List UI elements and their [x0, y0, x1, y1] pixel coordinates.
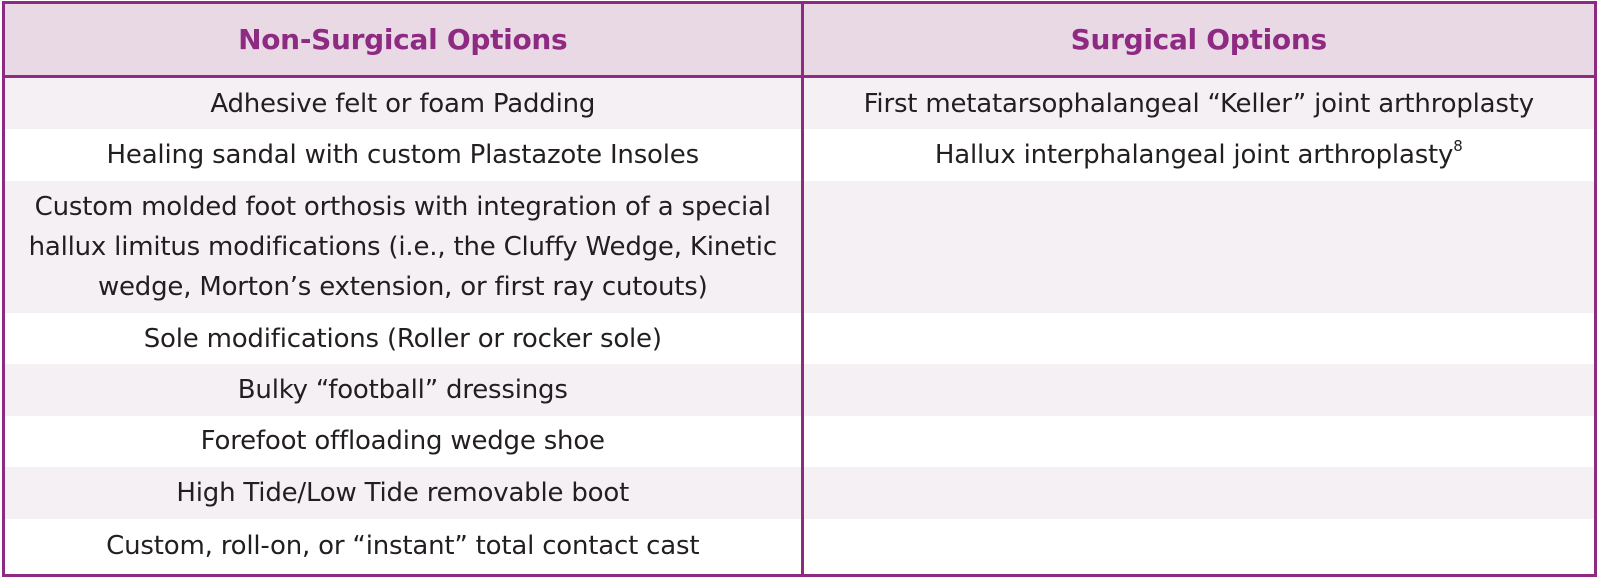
non-surgical-cell: Custom molded foot orthosis with integration of a special hallux limitus modifications (i.e., the Cluffy Wedge, Kinetic wedge, Morton’s extension, or first ray cutouts) [5, 181, 802, 313]
treatment-options-table-frame [2, 1, 1597, 577]
header-surgical-options: Surgical Options [802, 4, 1594, 77]
surgical-cell [802, 129, 1594, 180]
surgical-cell [802, 519, 1594, 575]
surgical-cell [802, 416, 1594, 467]
surgical-cell [802, 364, 1594, 415]
surgical-cell-text: Hallux interphalangeal joint arthroplasty [934, 140, 1454, 171]
non-surgical-cell: Bulky “football” dressings [5, 364, 802, 415]
table-row [5, 77, 1594, 130]
treatment-options-table [5, 4, 1594, 574]
table-row [5, 181, 1594, 313]
surgical-cell [802, 467, 1594, 518]
surgical-cell [802, 181, 1594, 313]
non-surgical-cell: High Tide/Low Tide removable boot [5, 467, 802, 518]
table-row [5, 467, 1594, 518]
surgical-cell-text: First metatarsophalangeal “Keller” joint arthroplasty [863, 88, 1534, 119]
non-surgical-cell: Sole modifications (Roller or rocker sole) [5, 313, 802, 364]
table-row [5, 129, 1594, 180]
non-surgical-cell: Healing sandal with custom Plastazote Insoles [5, 129, 802, 180]
header-non-surgical-options: Non-Surgical Options [5, 4, 802, 77]
citation-superscript: 8 [1453, 137, 1463, 156]
non-surgical-cell: Forefoot offloading wedge shoe [5, 416, 802, 467]
non-surgical-cell: Custom, roll-on, or “instant” total contact cast [5, 519, 802, 575]
non-surgical-cell: Adhesive felt or foam Padding [5, 77, 802, 130]
table-row [5, 313, 1594, 364]
table-row [5, 364, 1594, 415]
table-row [5, 416, 1594, 467]
surgical-cell [802, 77, 1594, 130]
table-row [5, 519, 1594, 575]
surgical-cell [802, 313, 1594, 364]
table-header-row [5, 4, 1594, 77]
